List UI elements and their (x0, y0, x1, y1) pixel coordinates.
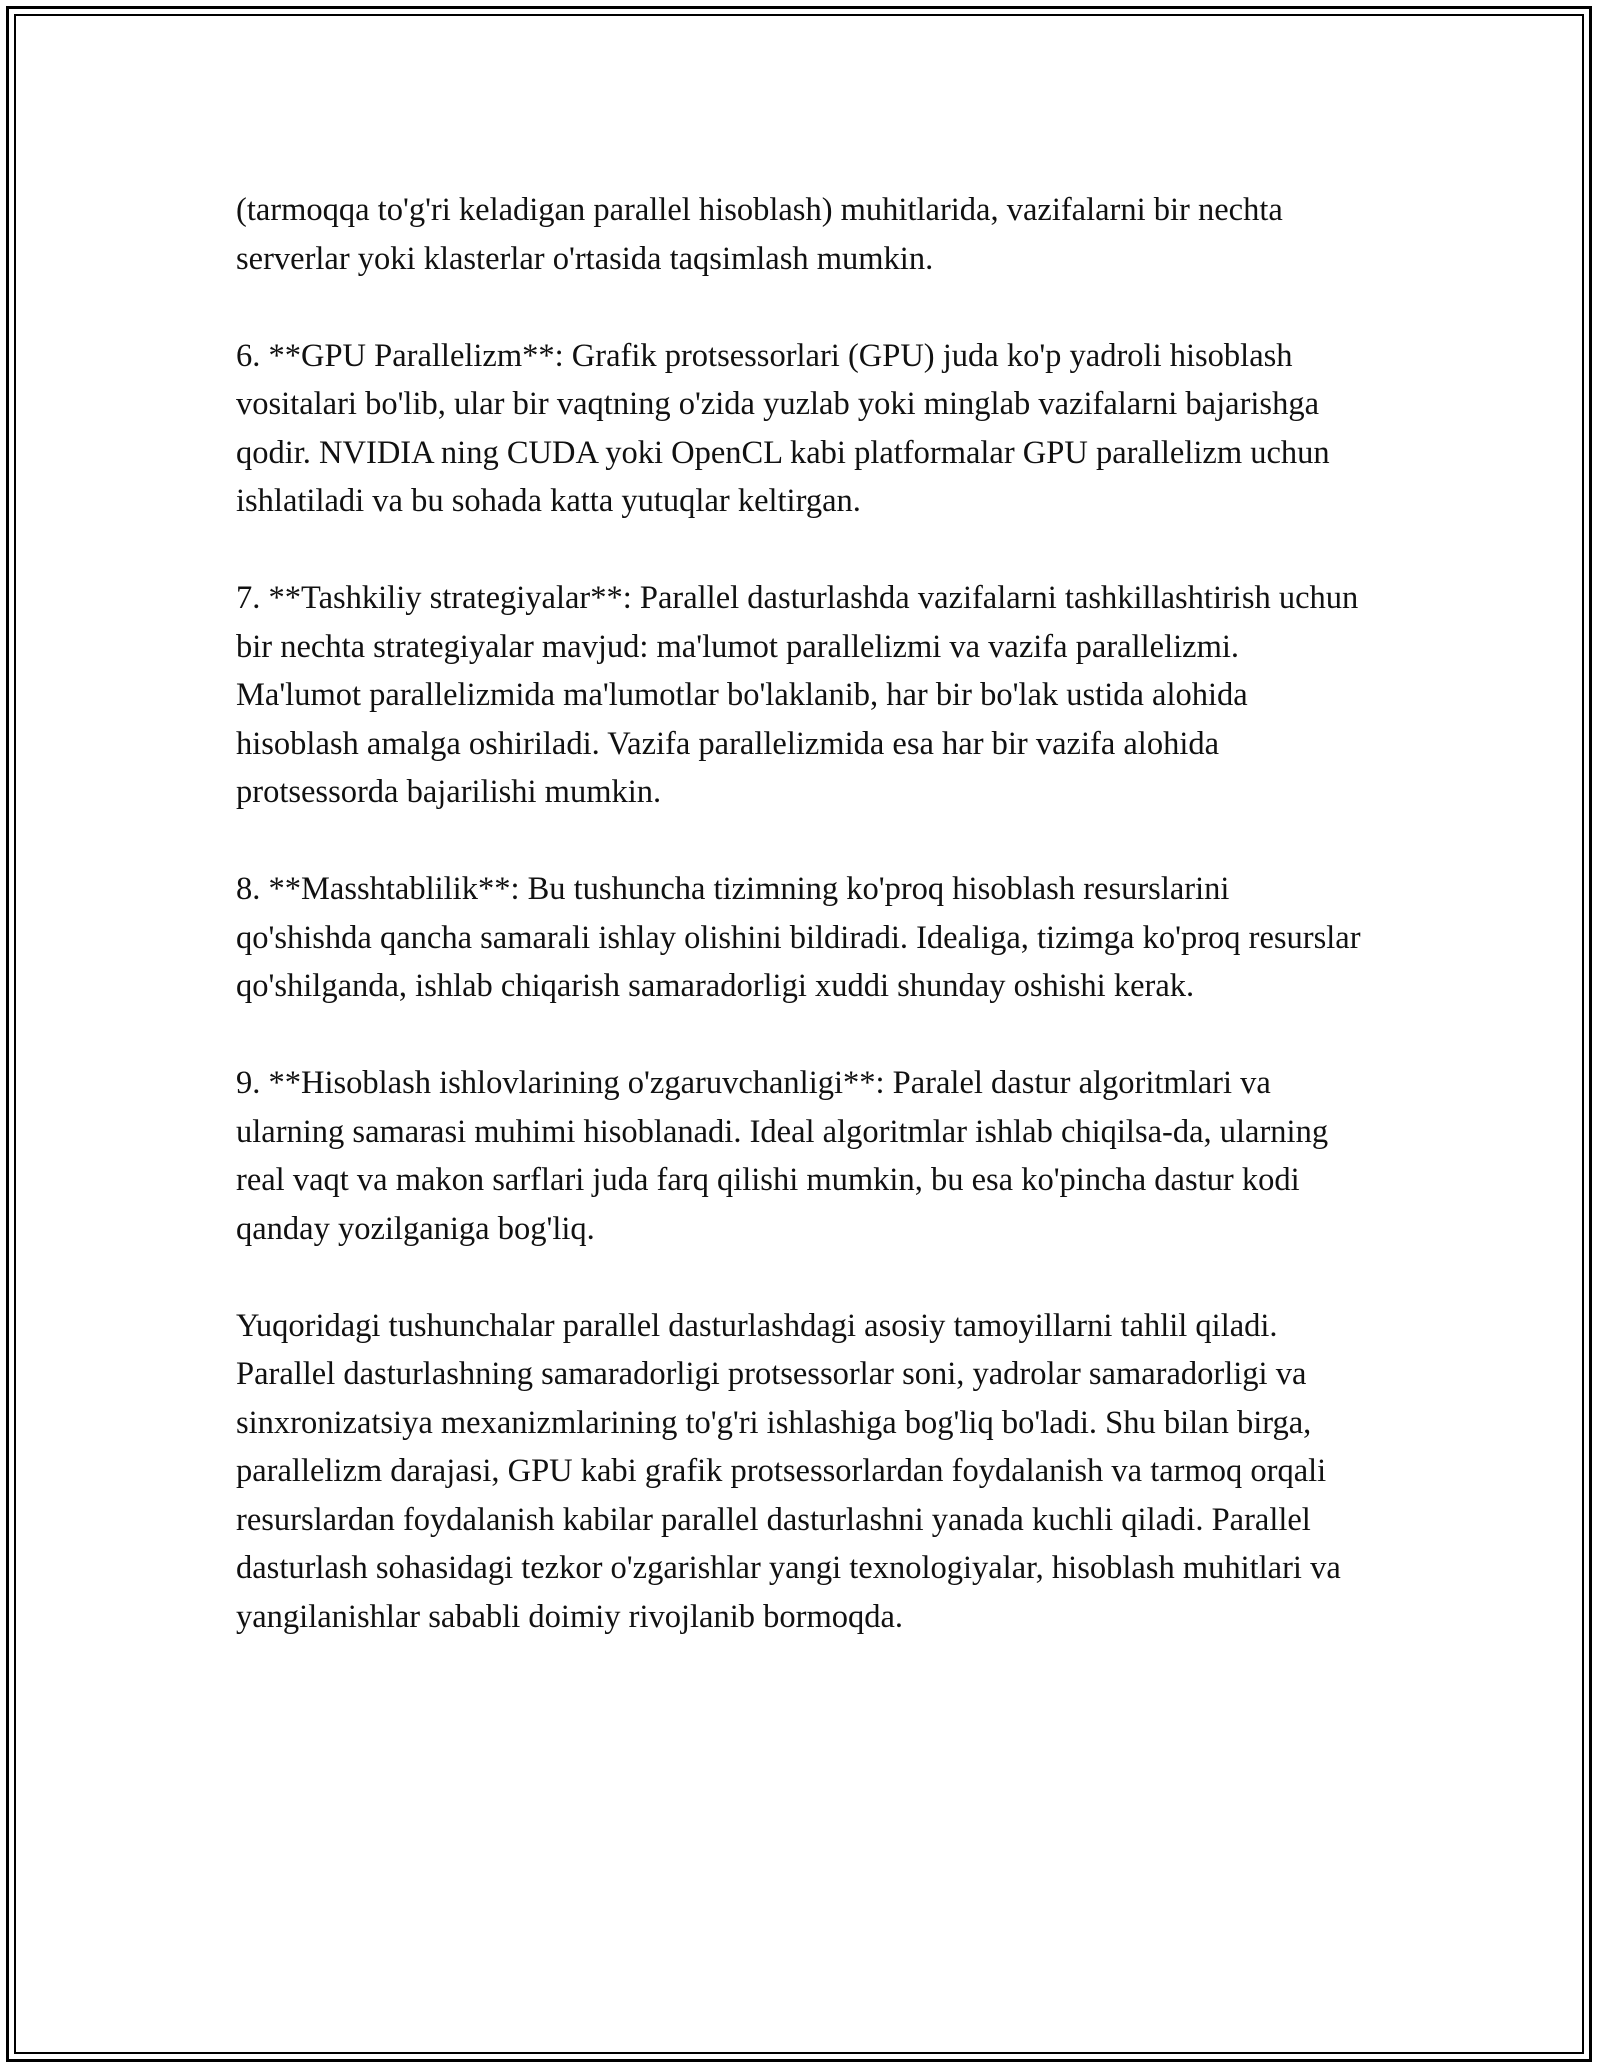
document-body (236, 186, 1366, 1690)
paragraph-item-7-organizational-strategies: 7. **Tashkiliy strategiyalar**: Parallel dasturlashda vazifalarni tashkillashtirish uchun bir nechta strategiyalar mavjud: ma'lumot parallelizmi va vazifa parallelizmi. Ma'lumot parallelizmida ma'lumotlar bo'laklanib, har bir bo'lak ustida alohida hisoblash amalga oshiriladi. Vazifa parallelizmida esa har bir vazifa alohida protsessorda bajarilishi mumkin. (236, 580, 1359, 810)
paragraph-item-9-computation-variability: 9. **Hisoblash ishlovlarining o'zgaruvchanligi**: Paralel dastur algoritmlari va ularning samarasi muhimi hisoblanadi. Ideal algoritmlar ishlab chiqilsa-da, ularning real vaqt va makon sarflari juda farq qilishi mumkin, bu esa ko'pincha dastur kodi qanday yozilganiga bog'liq. (236, 1065, 1329, 1247)
paragraph-item-8-scalability: 8. **Masshtablilik**: Bu tushuncha tizimning ko'proq hisoblash resurslarini qo'shishda qancha samarali ishlay olishini bildiradi. Idealiga, tizimga ko'proq resurslar qo'shilganda, ishlab chiqarish samaradorligi xuddi shunday oshishi kerak. (236, 871, 1361, 1004)
paragraph-conclusion: Yuqoridagi tushunchalar parallel dasturlashdagi asosiy tamoyillarni tahlil qiladi. Parallel dasturlashning samaradorligi protsessorlar soni, yadrolar samaradorligi va sinxronizatsiya mexanizmlarining to'g'ri ishlashiga bog'liq bo'ladi. Shu bilan birga, parallelizm darajasi, GPU kabi grafik protsessorlardan foydalanish va tarmoq orqali resurslardan foydalanish kabilar parallel dasturlashni yanada kuchli qiladi. Parallel dasturlash sohasidagi tezkor o'zgarishlar yangi texnologiyalar, hisoblash muhitlari va yangilanishlar sababli doimiy rivojlanib bormoqda. (236, 1307, 1341, 1635)
paragraph-continuation: (tarmoqqa to'g'ri keladigan parallel hisoblash) muhitlarida, vazifalarni bir nechta serverlar yoki klasterlar o'rtasida taqsimlash mumkin. (236, 192, 1283, 277)
paragraph-item-6-gpu-parallelism: 6. **GPU Parallelizm**: Grafik protsessorlari (GPU) juda ko'p yadroli hisoblash vositalari bo'lib, ular bir vaqtning o'zida yuzlab yoki minglab vazifalarni bajarishga qodir. NVIDIA ning CUDA yoki OpenCL kabi platformalar GPU parallelizm uchun ishlatiladi va bu sohada katta yutuqlar keltirgan. (236, 337, 1330, 519)
